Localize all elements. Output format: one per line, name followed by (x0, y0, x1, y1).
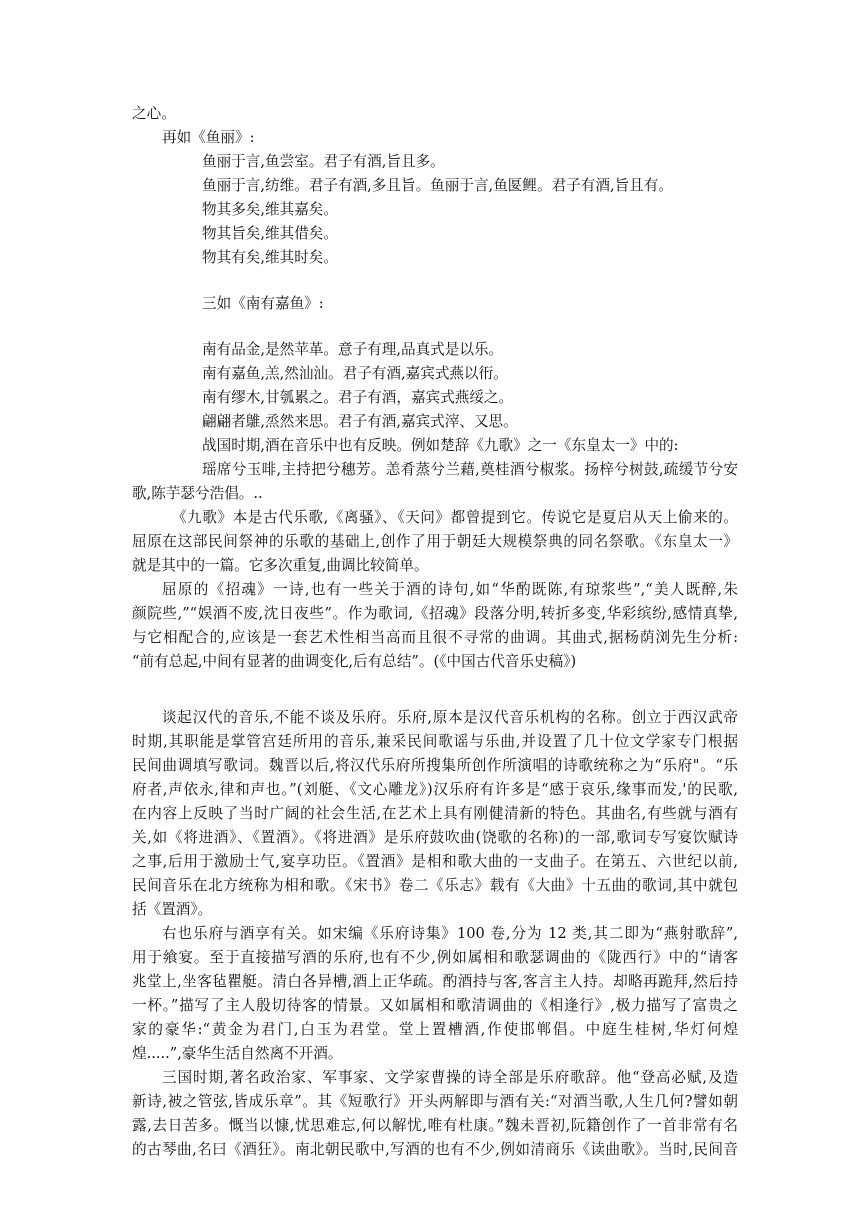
text-line: 括《置酒》。 (132, 901, 213, 918)
text-line: 府者,声依永,律和声也。”(刘艇、《文心雕龙》)汉乐府有许多是“感于哀乐,缘事而发,'的民歌, (132, 781, 738, 798)
text-line: 时期,其职能是掌管宫廷所用的音乐,兼采民间歌谣与乐曲,并设置了几十位文学家专门根据 (132, 733, 738, 750)
text-line: 之心。 (132, 105, 176, 122)
poem-line: 物其旨矣,维其借矣。 (202, 225, 338, 242)
text-line: 家的豪华:“黄金为君门,白玉为君堂。堂上置槽酒,作使邯郸倡。中庭生桂树,华灯何煌 (132, 1021, 738, 1038)
text-line: 三如《南有嘉鱼》: (202, 295, 324, 312)
text-line: 用于飨宴。至于直接描写酒的乐府,也有不少,例如属相和歌瑟调曲的《陇西行》中的“请客 (132, 949, 738, 966)
text-line: 民间音乐在北方统称为相和歌。《宋书》卷二《乐志》载有《大曲》十五曲的歌词,其中就包 (132, 877, 738, 894)
text-line: 一杯。”描写了主人殷切待客的情景。又如属相和歌清调曲的《相逢行》,极力描写了富贵之 (132, 997, 738, 1014)
text-line: 民间曲调填写歌词。魏晋以后,将汉代乐府所搜集所创作所演唱的诗歌统称之为“乐府"。“乐 (132, 757, 738, 774)
text-line: 在内容上反映了当时广阔的社会生活,在艺术上具有刚健清新的特色。其曲名,有些就与酒有 (132, 805, 738, 822)
text-line: 新诗,被之管弦,皆成乐章”。其《短歌行》开头两解即与酒有关:“对酒当歌,人生几何?譬如朝 (132, 1093, 738, 1110)
text-line: 屈原的《招魂》一诗,也有一些关于酒的诗句,如“华酌既陈,有琼浆些”,“美人既醉,朱 (162, 581, 738, 598)
poem-line: 物其多矣,维其嘉矣。 (202, 201, 338, 218)
text-line: 战国时期,酒在音乐中也有反映。例如楚辞《九歌》之一《东皇太一》中的: (202, 437, 679, 454)
poem-line: 瑶席兮玉啡,主持把兮穗芳。恙肴蒸兮兰藉,奠桂酒兮椒浆。扬梓兮树鼓,疏缓节兮安 (202, 461, 738, 478)
text-line: 颜院些,”“娱酒不废,沈日夜些”。作为歌词,《招魂》段落分明,转折多变,华彩缤纷,感情真挚, (132, 605, 738, 622)
text-line: 的古琴曲,名曰《酒狂》。南北朝民歌中,写酒的也有不少,例如清商乐《读曲歌》。当时,民间音 (132, 1141, 738, 1158)
poem-line: 鱼丽于言,纺维。君子有酒,多且旨。鱼丽于言,鱼匽鲤。君子有酒,旨且有。 (202, 177, 673, 194)
text-line: 煌.....”,豪华生活自然离不开酒。 (132, 1045, 343, 1062)
text-line: 露,去日苦多。慨当以慷,忧思难忘,何以解忧,唯有杜康。”魏未晋初,阮籍创作了一首非常有名 (132, 1117, 738, 1134)
poem-line: 物其有矣,维其时矣。 (202, 249, 338, 266)
poem-line: 南有缪木,甘瓠累之。君子有酒，嘉宾式燕绥之。 (202, 389, 514, 406)
text-line: 之事,后用于激励士气,宴享功臣。《置酒》是相和歌大曲的一支曲子。在第五、六世纪以前, (132, 853, 738, 870)
text-line: “前有总起,中间有显著的曲调变化,后有总结”。(《中国古代音乐史稿》) (132, 653, 577, 670)
poem-line: 鱼丽于言,鱼尝室。君子有酒,旨且多。 (202, 153, 445, 170)
text-line: 右也乐府与酒享有关。如宋编《乐府诗集》100 卷,分为 12 类,其二即为“燕射歌辞”, (162, 925, 738, 942)
poem-line: 翩翩者鵻,烝然来思。君子有酒,嘉宾式滓、又思。 (202, 413, 518, 430)
text-line: 屈原在这部民间祭神的乐歌的基础上,创作了用于朝廷大规模祭典的同名祭歌。《东皇太一》 (132, 533, 738, 550)
text-line: 谈起汉代的音乐,不能不谈及乐府。乐府,原本是汉代音乐机构的名称。创立于西汉武帝 (162, 709, 738, 726)
text-line: 关,如《将进酒》、《置酒》。《将进酒》是乐府鼓吹曲(饶歌的名称)的一部,歌词专写宴饮赋诗 (132, 829, 738, 846)
text-line: 就是其中的一篇。它多次重复,曲调比较简单。 (132, 557, 429, 574)
text-line: 《九歌》本是古代乐歌,《离骚》、《天问》都曾提到它。传说它是夏启从天上偷来的。 (172, 509, 738, 526)
text-line: 兆堂上,坐客毡瞿艇。清白各异槽,酒上正华疏。酌酒持与客,客言主人持。却略再跪拜,然后持 (132, 973, 738, 990)
poem-line: 南有品金,是然苹革。意子有理,品真式是以乐。 (202, 341, 504, 358)
text-line: 与它相配合的,应该是一套艺术性相当高而且很不寻常的曲调。其曲式,据杨荫浏先生分析: (132, 629, 738, 646)
text-line: 三国时期,著名政治家、军事家、文学家曹操的诗全部是乐府歌辞。他“登高必赋,及造 (162, 1069, 738, 1086)
poem-line: 歌,陈芋瑟兮浩倡。.. (132, 485, 263, 502)
poem-line: 南有嘉鱼,羔,然汕汕。君子有酒,嘉宾式燕以衎。 (202, 365, 508, 382)
text-line: 再如《鱼丽》: (162, 129, 255, 146)
